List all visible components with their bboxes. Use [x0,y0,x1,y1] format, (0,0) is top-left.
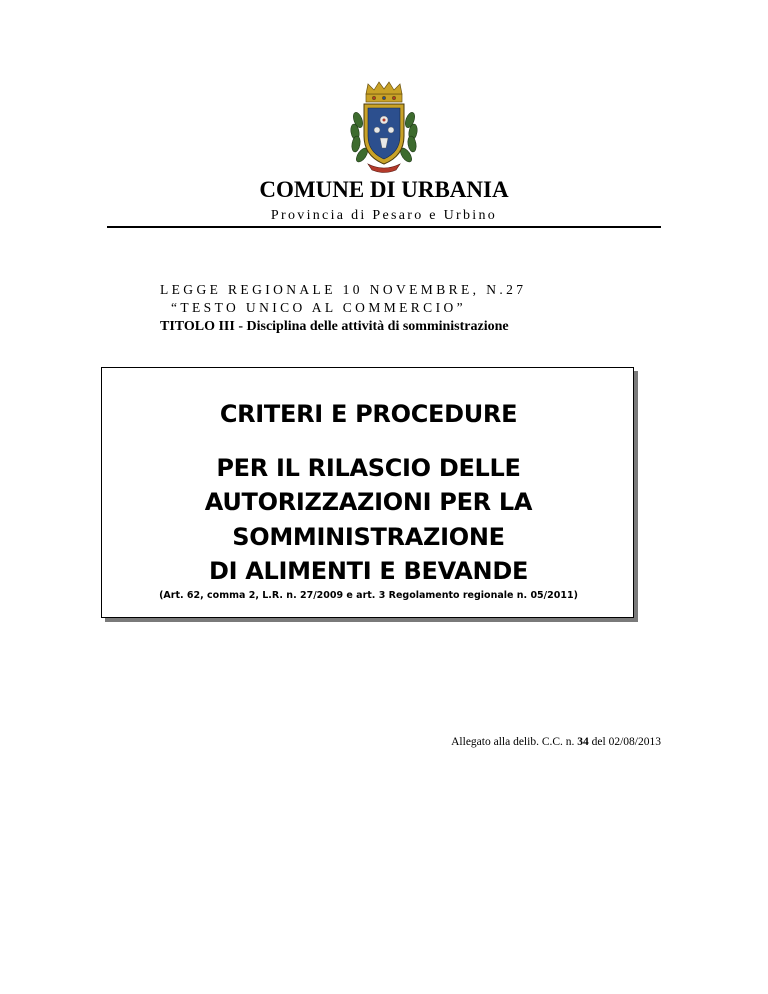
box-heading: CRITERI E PROCEDURE [219,400,518,428]
box-line-1: PER IL RILASCIO DELLE [216,454,521,482]
box-legal-reference: (Art. 62, comma 2, L.R. n. 27/2009 e art. 3 Regolamento regionale n. 05/2011) [159,590,578,601]
allegato-suffix: del 02/08/2013 [588,736,661,748]
box-line-3: SOMMINISTRAZIONE [232,523,505,551]
allegato-number: 34 [577,736,589,748]
header-divider [107,226,661,228]
title-box [101,367,634,618]
testo-unico-line: “TESTO UNICO AL COMMERCIO” [171,300,467,315]
provincia-subtitle: Provincia di Pesaro e Urbino [270,208,498,223]
titolo-line: TITOLO III - Disciplina delle attività di somministrazione [160,319,509,334]
legge-regionale-line: LEGGE REGIONALE 10 NOVEMBRE, N.27 [160,282,527,297]
box-line-2: AUTORIZZAZIONI PER LA [204,488,533,516]
coat-of-arms-icon [344,80,424,176]
allegato-prefix: Allegato alla delib. C.C. n. [451,736,578,748]
allegato-note [451,735,661,750]
comune-title: COMUNE DI URBANIA [259,177,509,202]
box-line-4: DI ALIMENTI E BEVANDE [208,557,529,585]
